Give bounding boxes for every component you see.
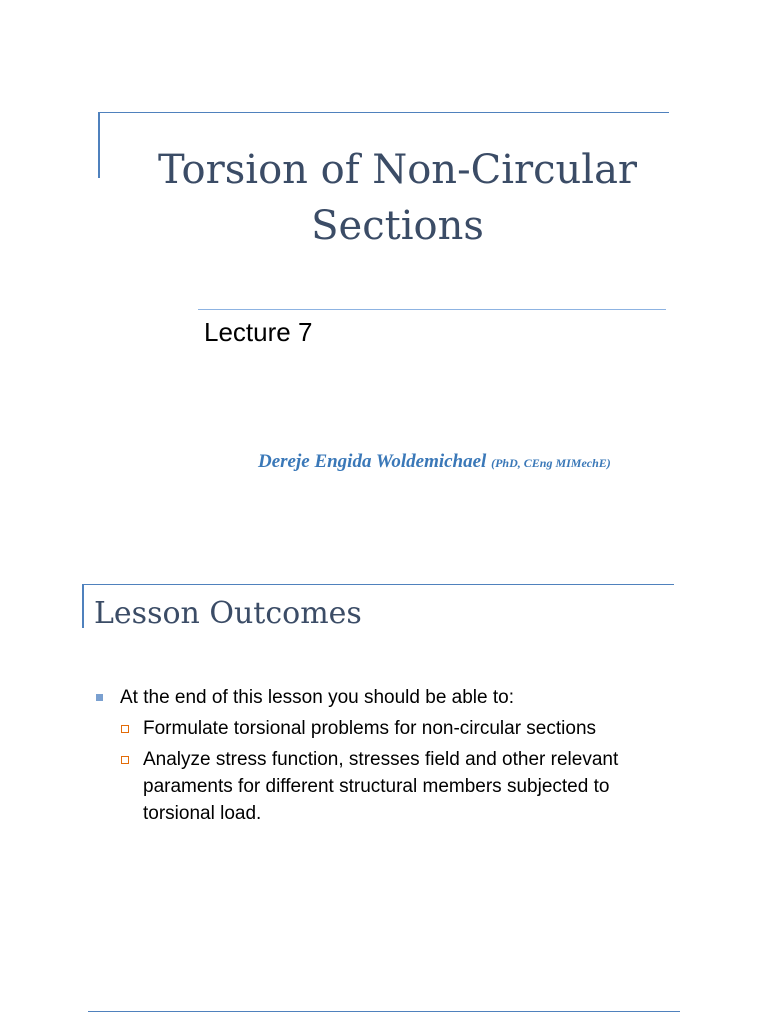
list-item-outcome <box>94 746 674 827</box>
slide-title <box>120 142 675 254</box>
outcome-text: Analyze stress function, stresses field and other relevant paraments for different structural members subjected to torsional load. <box>143 749 619 824</box>
author-name: Dereje Engida Woldemichael <box>258 451 487 472</box>
outcome-text: Formulate torsional problems for non-circular sections <box>143 718 597 739</box>
slide-title-line-1: Torsion of Non-Circular <box>157 147 638 193</box>
slide-title-line-2: Sections <box>311 203 484 249</box>
subtitle-rule <box>198 309 666 310</box>
heading-accent-top-rule <box>82 584 674 585</box>
section-heading: Lesson Outcomes <box>94 596 362 631</box>
intro-text: At the end of this lesson you should be able to: <box>120 687 514 708</box>
list-item-outcome <box>94 715 674 742</box>
heading-accent-vertical-rule <box>82 584 84 628</box>
list-item-intro <box>94 684 674 711</box>
author-credentials: (PhD, CEng MIMechE) <box>491 456 611 470</box>
square-bullet-icon <box>96 694 103 701</box>
bottom-rule <box>88 1011 680 1012</box>
hollow-square-bullet-icon <box>121 725 129 733</box>
lecture-subtitle: Lecture 7 <box>204 317 313 347</box>
hollow-square-bullet-icon <box>121 756 129 764</box>
author-line <box>258 451 678 473</box>
title-accent-top-rule <box>98 112 669 113</box>
title-accent-vertical-rule <box>98 112 100 178</box>
outcomes-list <box>94 684 674 827</box>
